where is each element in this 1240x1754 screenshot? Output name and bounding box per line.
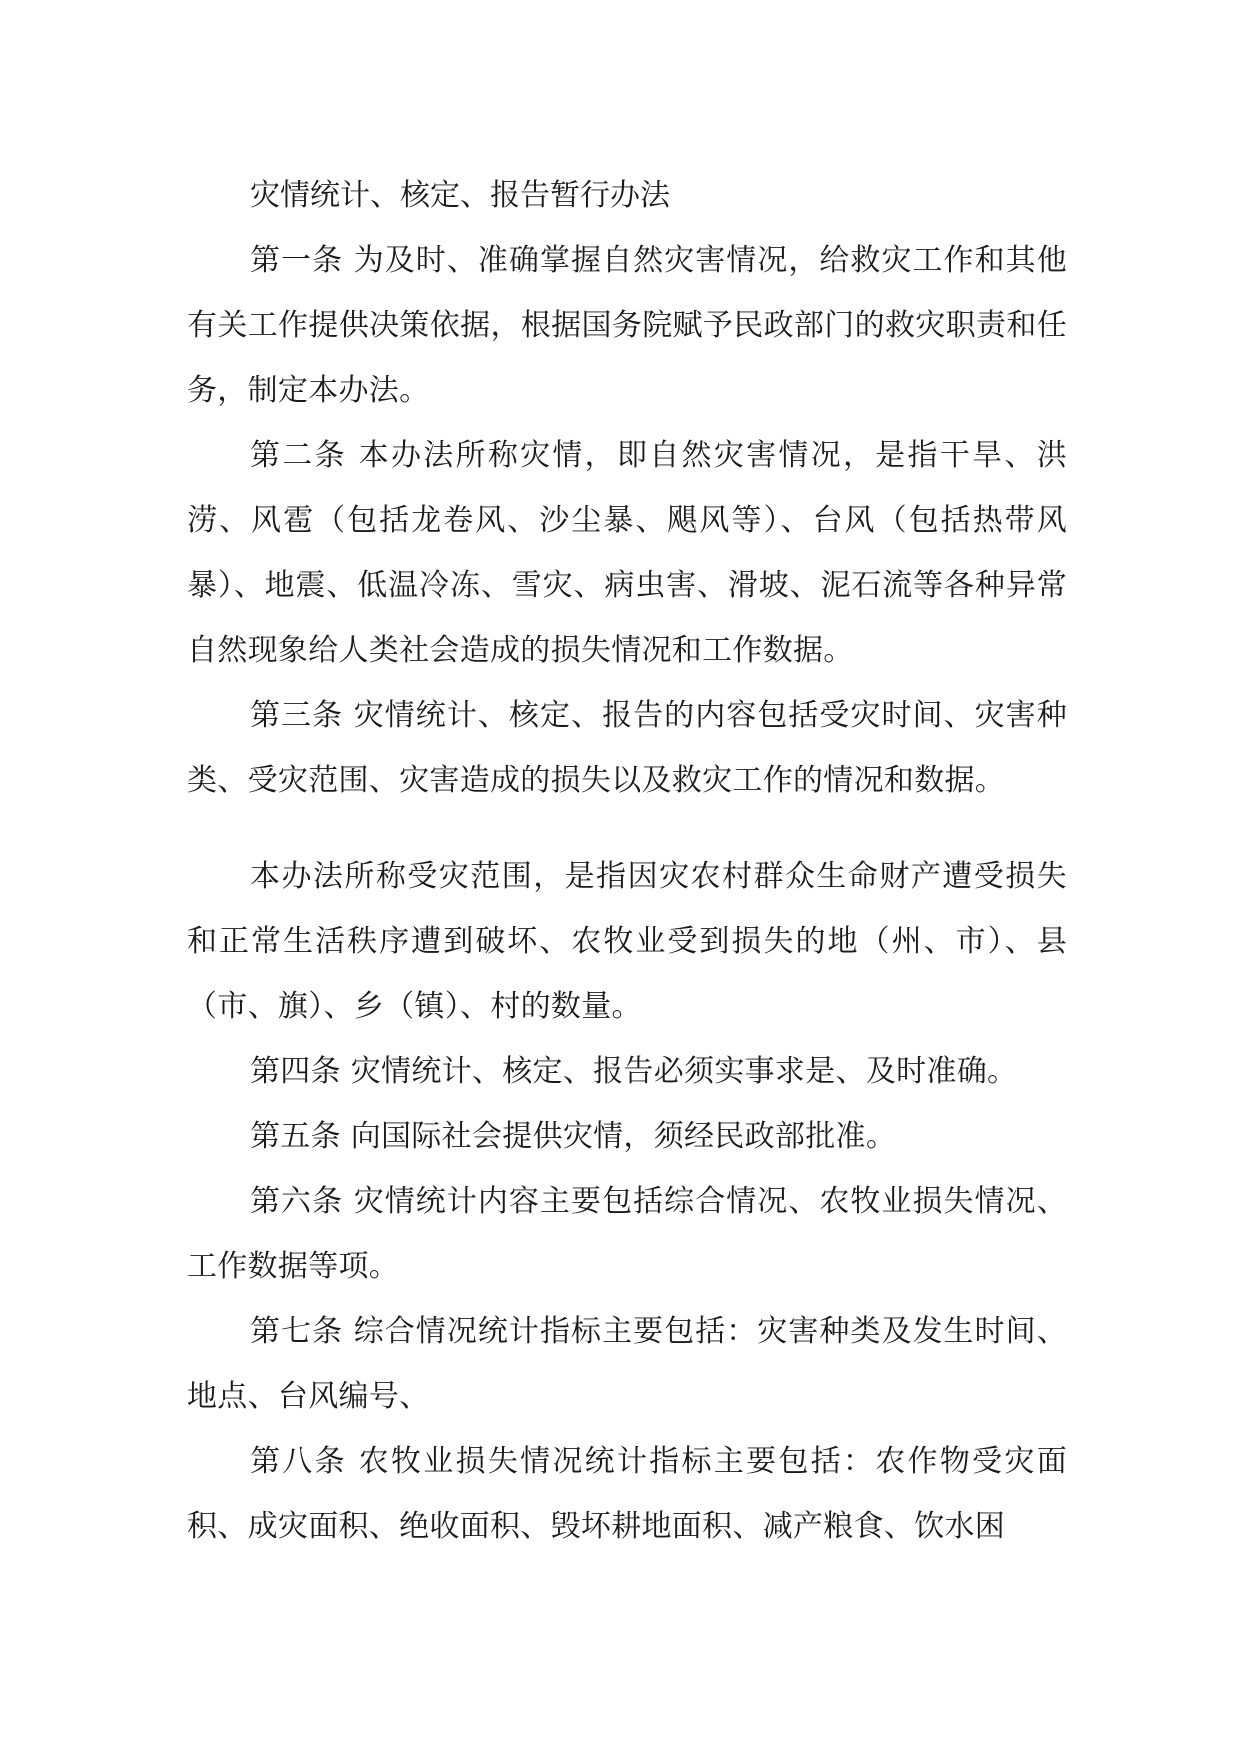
article-5: 第五条 向国际社会提供灾情，须经民政部批准。 xyxy=(250,1119,897,1154)
article-2: 第二条 本办法所称灾情，即自然灾害情况，是指干旱、洪涝、风雹（包括龙卷风、沙尘暴、飓风等）、台风（包括热带风暴）、地震、低温冷冻、雪灾、病虫害、滑坡、泥石流等各种异常自然现象给人类社会造成的损失情况和工作数据。 xyxy=(187,438,1067,668)
article-8: 第八条 农牧业损失情况统计指标主要包括：农作物受灾面积、成灾面积、绝收面积、毁坏耕地面积、减产粮食、饮水困 xyxy=(187,1444,1067,1544)
article-1: 第一条 为及时、准确掌握自然灾害情况，给救灾工作和其他有关工作提供决策依据，根据国务院赋予民政部门的救灾职责和任务，制定本办法。 xyxy=(187,243,1067,408)
document-body xyxy=(187,163,1067,1559)
article-4: 第四条 灾情统计、核定、报告必须实事求是、及时准确。 xyxy=(250,1054,1018,1089)
article-3-scope: 本办法所称受灾范围，是指因灾农村群众生命财产遭受损失和正常生活秩序遭到破坏、农牧业受到损失的地（州、市）、县（市、旗）、乡（镇）、村的数量。 xyxy=(187,859,1067,1024)
article-7: 第七条 综合情况统计指标主要包括：灾害种类及发生时间、地点、台风编号、 xyxy=(187,1314,1067,1414)
article-3: 第三条 灾情统计、核定、报告的内容包括受灾时间、灾害种类、受灾范围、灾害造成的损失以及救灾工作的情况和数据。 xyxy=(187,698,1067,798)
article-6: 第六条 灾情统计内容主要包括综合情况、农牧业损失情况、工作数据等项。 xyxy=(187,1184,1067,1284)
document-title: 灾情统计、核定、报告暂行办法 xyxy=(250,178,670,213)
